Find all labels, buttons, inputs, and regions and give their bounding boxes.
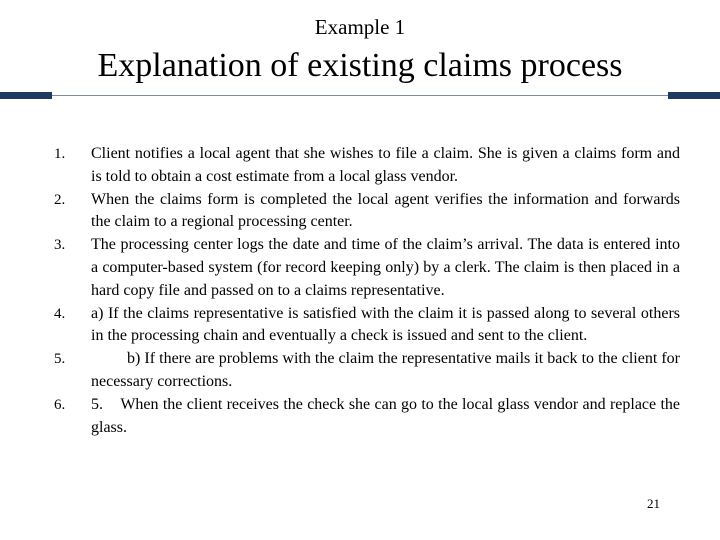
list-item-number: 4.: [54, 305, 66, 322]
list-item-text: a) If the claims representative is satisfied with the claim it is passed along to several others in the processing chain and eventually a check is issued and sent to the client.: [91, 304, 680, 345]
list-item: [40, 143, 680, 189]
list-item: [40, 348, 680, 394]
list-item-text: b) If there are problems with the claim the representative mails it back to the client for necessary corrections.: [91, 350, 680, 390]
slide-kicker: Example 1: [314, 15, 406, 39]
list-item-number: 2.: [54, 191, 66, 208]
rule-block-left: [0, 92, 52, 99]
slide-title: Explanation of existing claims process: [97, 47, 623, 84]
list-item: [40, 303, 680, 349]
list-item-number: 6.: [54, 396, 66, 413]
list-item: [40, 234, 680, 302]
rule-line: [52, 95, 668, 96]
list-item-text: 5. When the client receives the check she can go to the local glass vendor and replace the glass.: [91, 395, 680, 436]
title-rule: [0, 92, 720, 100]
rule-block-right: [668, 92, 720, 99]
list-item-text: Client notifies a local agent that she wishes to file a claim. She is given a claims form and is told to obtain a cost estimate from a local glass vendor.: [91, 145, 680, 185]
page-number: 21: [647, 496, 660, 511]
list-item-number: 1.: [54, 146, 66, 162]
list-item: [40, 394, 680, 440]
list-item-text: When the claims form is completed the local agent verifies the information and forwards the claim to a regional processing center.: [91, 190, 680, 231]
list-item-text: The processing center logs the date and time of the claim’s arrival. The data is entered into a computer-based system (for record keeping only) by a clerk. The claim is then placed in a hard copy file and passed on to a claims representative.: [91, 236, 680, 299]
list-item-number: 5.: [54, 351, 66, 368]
claims-process-steps: [40, 143, 680, 439]
list-item-number: 3.: [54, 237, 66, 254]
list-item: [40, 189, 680, 235]
